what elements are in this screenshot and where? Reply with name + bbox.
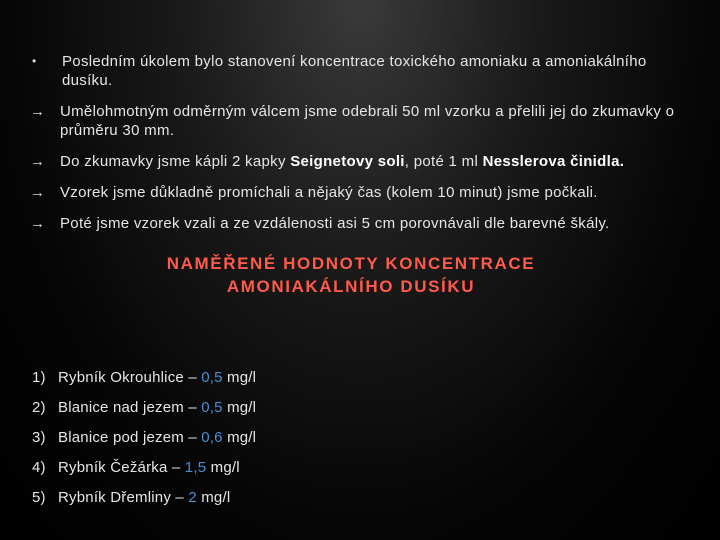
measurement-item: [32, 398, 256, 417]
item-number: 1): [32, 369, 46, 386]
measured-value: 2: [188, 489, 197, 506]
location-label: Blanice nad jezem –: [58, 399, 202, 416]
location-label: Rybník Čežárka –: [58, 459, 185, 476]
item-number: 5): [32, 489, 46, 506]
location-label: Rybník Okrouhlice –: [58, 369, 202, 386]
section-heading: [0, 252, 702, 298]
measured-value: 0,5: [201, 399, 223, 416]
arrow-right-icon: →: [30, 103, 46, 120]
measurement-item: [32, 428, 256, 447]
arrow-right-icon: →: [30, 215, 46, 232]
location-label: Blanice pod jezem –: [58, 429, 202, 446]
bullet-text-part: Do zkumavky jsme kápli 2 kapky: [60, 153, 291, 170]
bullet-text: Posledním úkolem bylo stanovení koncentrace toxického amoniaku a amoniakálního dusíku.: [62, 53, 647, 89]
bullet-item: [30, 152, 700, 171]
location-label: Rybník Dřemliny –: [58, 489, 189, 506]
measured-value: 1,5: [184, 459, 207, 476]
measurement-item: [32, 368, 256, 387]
heading-line-2: AMONIAKÁLNÍHO DUSÍKU: [226, 277, 476, 296]
bullet-item: [30, 183, 700, 202]
measurement-item: [32, 458, 256, 477]
bullet-dot-icon: •: [32, 54, 37, 68]
measurement-list: [32, 368, 256, 518]
bullet-text: [60, 152, 700, 171]
bullet-text-part: , poté 1 ml: [404, 153, 483, 170]
bullet-item: [30, 52, 700, 90]
unit-label: mg/l: [222, 369, 257, 386]
bullet-item: [30, 102, 700, 140]
bullet-list: [30, 52, 700, 245]
reagent-nessler: Nesslerova činidla.: [482, 153, 625, 170]
bullet-text: Poté jsme vzorek vzali a ze vzdálenosti asi 5 cm porovnávali dle barevné škály.: [60, 215, 610, 232]
heading-line-1: NAMĚŘENÉ HODNOTY KONCENTRACE: [166, 254, 536, 273]
measured-value: 0,6: [201, 429, 223, 446]
item-number: 3): [32, 429, 46, 446]
item-number: 4): [32, 459, 46, 476]
arrow-right-icon: →: [30, 153, 46, 170]
arrow-right-icon: →: [30, 184, 46, 201]
item-number: 2): [32, 399, 46, 416]
bullet-text: Vzorek jsme důkladně promíchali a nějaký čas (kolem 10 minut) jsme počkali.: [60, 184, 598, 201]
bullet-item: [30, 214, 700, 233]
measured-value: 0,5: [201, 369, 223, 386]
unit-label: mg/l: [222, 399, 257, 416]
bullet-text: Umělohmotným odměrným válcem jsme odebrali 50 ml vzorku a přelili jej do zkumavky o průměru 30 mm.: [60, 103, 675, 139]
unit-label: mg/l: [206, 459, 240, 476]
measurement-item: [32, 488, 256, 507]
unit-label: mg/l: [196, 489, 231, 506]
reagent-seignette: Seignetovy soli: [290, 153, 405, 170]
unit-label: mg/l: [222, 429, 257, 446]
